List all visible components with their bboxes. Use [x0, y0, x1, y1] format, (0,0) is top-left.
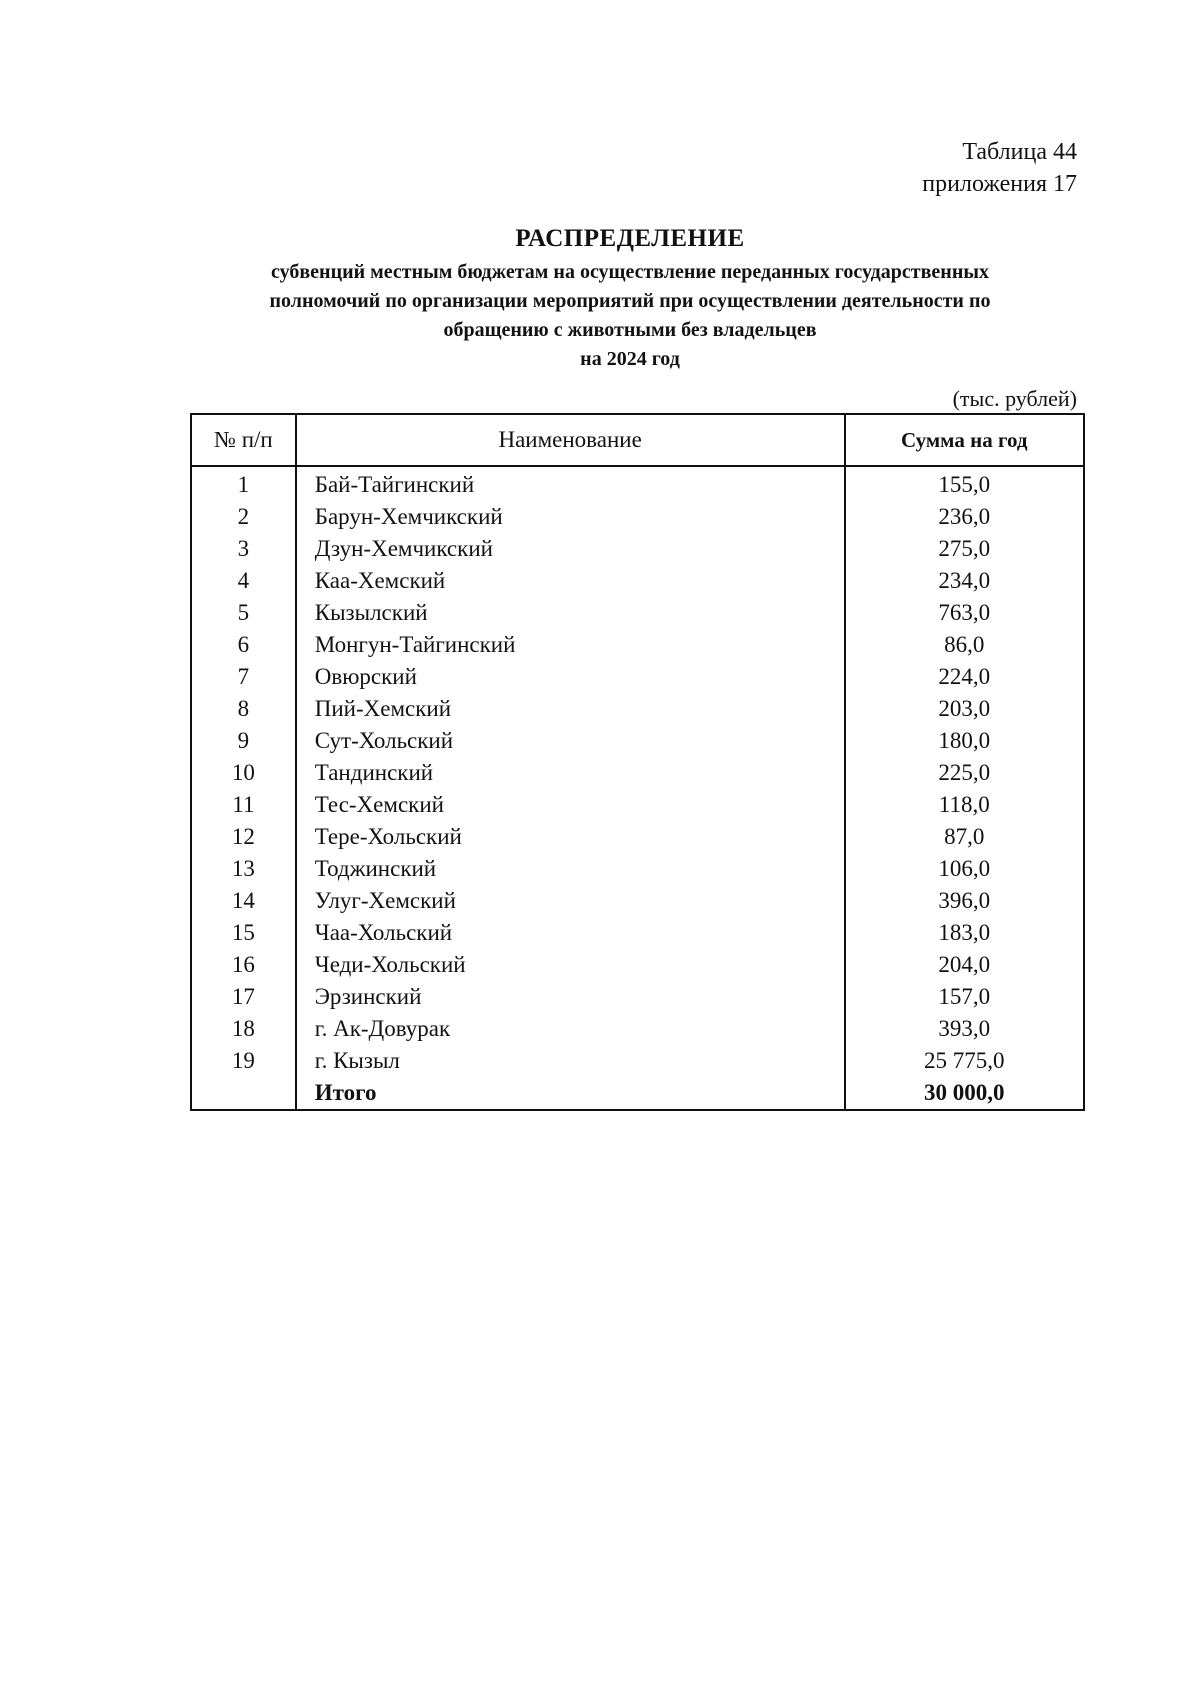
row-sum: 155,0	[845, 466, 1084, 501]
table-row	[191, 949, 1084, 981]
row-sum: 275,0	[845, 533, 1084, 565]
table-number: Таблица 44	[962, 139, 1077, 165]
row-name-text: г. Кызыл	[314, 1048, 400, 1073]
row-name-text: Тоджинский	[314, 856, 437, 881]
units-label: (тыс. рублей)	[952, 386, 1077, 411]
row-name-text: Чаа-Хольский	[314, 920, 453, 945]
row-name	[296, 565, 845, 597]
table-row	[191, 757, 1084, 789]
row-name-text: Улуг-Хемский	[314, 888, 456, 913]
row-number: 18	[191, 1013, 296, 1045]
row-name	[296, 693, 845, 725]
table-row	[191, 1045, 1084, 1077]
table-header-row	[191, 414, 1084, 466]
table-row	[191, 466, 1084, 501]
row-sum: 157,0	[845, 981, 1084, 1013]
row-name	[296, 661, 845, 693]
total-number	[191, 1077, 296, 1110]
row-number: 14	[191, 885, 296, 917]
document-heading	[160, 222, 1100, 373]
row-sum: 234,0	[845, 565, 1084, 597]
table-row	[191, 885, 1084, 917]
total-label-text: Итого	[314, 1080, 377, 1105]
row-number: 11	[191, 789, 296, 821]
header-sum: Сумма на год	[845, 414, 1084, 466]
row-number: 16	[191, 949, 296, 981]
row-name-text: Монгун-Тайгинский	[314, 632, 516, 657]
row-number: 10	[191, 757, 296, 789]
table-row	[191, 661, 1084, 693]
subtitle-line: субвенций местным бюджетам на осуществление переданных государственных	[271, 261, 989, 283]
distribution-table	[190, 413, 1085, 1111]
row-sum: 87,0	[845, 821, 1084, 853]
row-name	[296, 533, 845, 565]
row-name	[296, 853, 845, 885]
row-name	[296, 629, 845, 661]
document-year: на 2024 год	[580, 348, 680, 370]
row-sum: 106,0	[845, 853, 1084, 885]
header-name: Наименование	[296, 414, 845, 466]
row-name-text: Каа-Хемский	[314, 568, 446, 593]
row-sum: 393,0	[845, 1013, 1084, 1045]
table-row	[191, 853, 1084, 885]
subtitle-line: обращению с животными без владельцев	[443, 319, 817, 341]
row-sum: 204,0	[845, 949, 1084, 981]
row-name	[296, 917, 845, 949]
row-name-text: Тес-Хемский	[314, 792, 444, 817]
row-name	[296, 466, 845, 501]
row-sum: 236,0	[845, 501, 1084, 533]
row-number: 2	[191, 501, 296, 533]
subtitle-line: полномочий по организации мероприятий при осуществлении деятельности по	[269, 290, 991, 312]
row-name	[296, 949, 845, 981]
total-sum: 30 000,0	[845, 1077, 1084, 1110]
row-name-text: Овюрский	[314, 664, 417, 689]
row-name-text: Пий-Хемский	[314, 696, 452, 721]
row-name	[296, 725, 845, 757]
row-name	[296, 501, 845, 533]
table-total-row	[191, 1077, 1084, 1110]
row-sum: 203,0	[845, 693, 1084, 725]
row-number: 8	[191, 693, 296, 725]
table-row	[191, 565, 1084, 597]
table-row	[191, 533, 1084, 565]
row-name-text: Тере-Хольский	[314, 824, 462, 849]
row-name	[296, 821, 845, 853]
row-number: 1	[191, 466, 296, 501]
row-number: 7	[191, 661, 296, 693]
table-row	[191, 789, 1084, 821]
row-number: 13	[191, 853, 296, 885]
row-sum: 224,0	[845, 661, 1084, 693]
row-number: 4	[191, 565, 296, 597]
row-number: 17	[191, 981, 296, 1013]
row-name-text: Барун-Хемчикский	[314, 504, 503, 529]
document-title: РАСПРЕДЕЛЕНИЕ	[515, 225, 745, 252]
table-row	[191, 725, 1084, 757]
row-sum: 118,0	[845, 789, 1084, 821]
table-row	[191, 1013, 1084, 1045]
row-name-text: Эрзинский	[314, 984, 422, 1009]
row-sum: 25 775,0	[845, 1045, 1084, 1077]
row-name-text: Кызылский	[314, 600, 428, 625]
table-row	[191, 917, 1084, 949]
row-name-text: Тандинский	[314, 760, 434, 785]
row-name-text: Чеди-Хольский	[314, 952, 466, 977]
row-name	[296, 885, 845, 917]
row-name	[296, 597, 845, 629]
header-number: № п/п	[191, 414, 296, 466]
row-name	[296, 757, 845, 789]
row-sum: 225,0	[845, 757, 1084, 789]
row-number: 15	[191, 917, 296, 949]
table-row	[191, 821, 1084, 853]
row-number: 9	[191, 725, 296, 757]
row-name-text: г. Ак-Довурак	[314, 1016, 451, 1041]
row-number: 3	[191, 533, 296, 565]
row-number: 12	[191, 821, 296, 853]
row-name-text: Бай-Тайгинский	[314, 472, 475, 497]
row-number: 19	[191, 1045, 296, 1077]
row-name	[296, 981, 845, 1013]
row-number: 5	[191, 597, 296, 629]
total-label	[296, 1077, 845, 1110]
table-row	[191, 501, 1084, 533]
row-sum: 396,0	[845, 885, 1084, 917]
row-sum: 86,0	[845, 629, 1084, 661]
row-name-text: Дзун-Хемчикский	[314, 536, 493, 561]
appendix-number: приложения 17	[922, 171, 1077, 197]
table-reference	[922, 136, 1077, 200]
table-body	[191, 466, 1084, 1110]
row-name-text: Сут-Хольский	[314, 728, 454, 753]
table-row	[191, 629, 1084, 661]
row-name	[296, 1013, 845, 1045]
table-row	[191, 693, 1084, 725]
row-sum: 763,0	[845, 597, 1084, 629]
table-row	[191, 981, 1084, 1013]
document-subtitle	[160, 258, 1100, 345]
row-name	[296, 1045, 845, 1077]
row-name	[296, 789, 845, 821]
row-sum: 180,0	[845, 725, 1084, 757]
row-sum: 183,0	[845, 917, 1084, 949]
row-number: 6	[191, 629, 296, 661]
table-row	[191, 597, 1084, 629]
